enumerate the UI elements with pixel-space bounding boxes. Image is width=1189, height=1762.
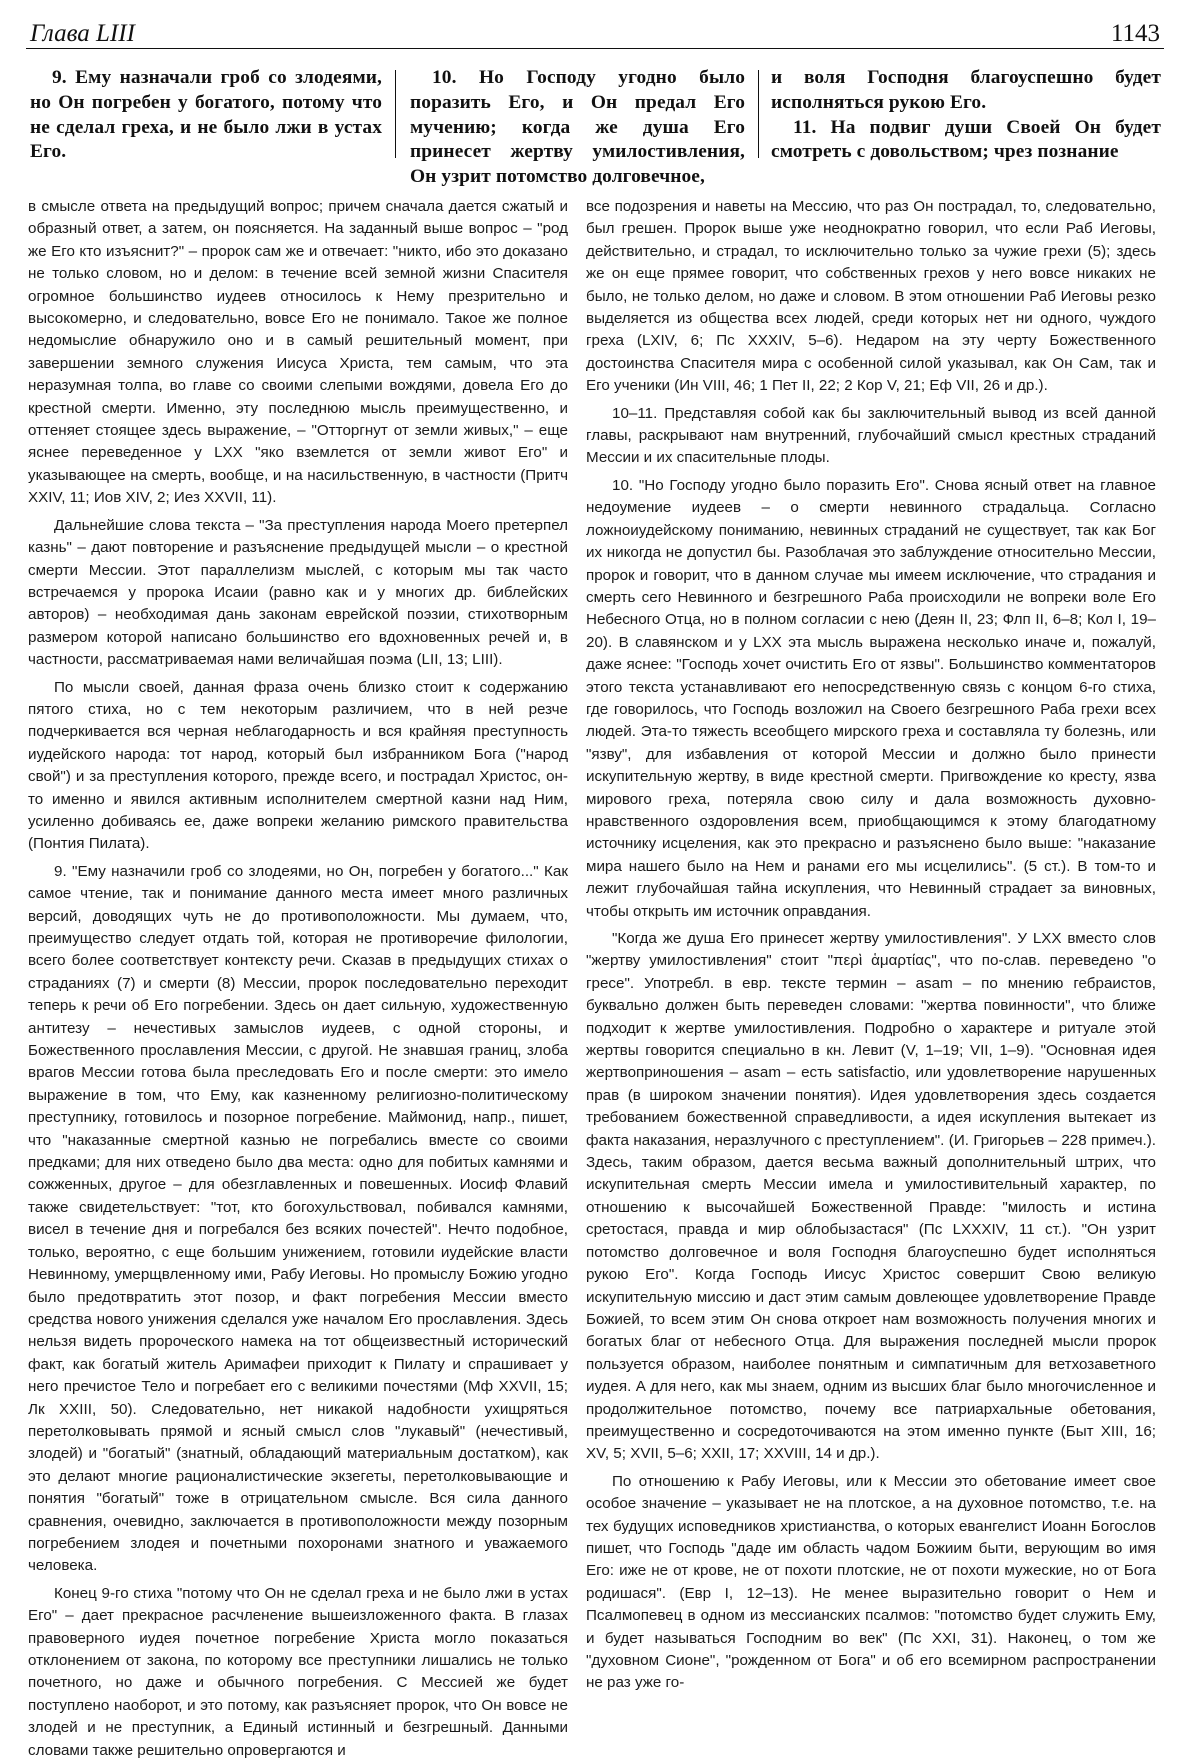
verse-11: 11. На подвиг души Своей Он будет смотреть с довольством; чрез познание (771, 116, 1161, 163)
verse-9: 9. Ему назначали гроб со злодеями, но Он погребен у богатого, потому что не сделал греха, и не было лжи в устах Его. (30, 67, 382, 163)
commentary-paragraph: По отношению к Рабу Иеговы, или к Мессии это обетование имеет свое особое значение – указывает не на плотское, а на духовное потомство, т.е. на тех будущих исповедников христианства, о которых евангелист Иоанн Богослов пишет, что Господь "даде им область чадом Божиим быти, верующим во имя Его: иже не от крове, не от похоти плотские, не от похоти мужеские, но от Бога родишася". (Евр I, 12–13). Не менее выразительно говорит о Нем и Псалмопевец в одном из мессианских псалмов: "потомство будет служить Ему, и будет называться Господним во век" (Пс XXI, 31). Наконец, о том же "духовном Сионе", "рожденном от Бога" и об его всемирном распространении не раз уже го- (586, 1472, 1156, 1692)
column-divider (758, 70, 759, 158)
column-divider (395, 70, 396, 158)
verse-column-3 (771, 66, 1161, 172)
commentary-paragraph: Дальнейшие слова текста – "За преступления народа Моего претерпел казнь" – дают повторение и разъяснение предыдущей мысли – о крестной смерти Мессии. Этот параллелизм мыслей, с которым мы так часто встречаемся у пророка Исаии (равно как и у многих др. библейских авторов) – необходимая дань законам еврейской поэзии, стихотворным размером которой написано большинство его вдохновенных речей и, в частности, рассматриваемая нами величайшая поэма (LII, 13; LIII). (28, 516, 568, 669)
commentary-paragraph: 10. "Но Господу угодно было поразить Его". Снова ясный ответ на главное недоумение иудеев – о смерти невинного страдальца. Согласно ложноиудейскому пониманию, невинных страданий не существует, так как Бог их никогда не допустил бы. Разоблачая это заблуждение относительно Мессии, пророк и говорит, что в данном случае мы имеем исключение, что страдания и смерть сего Невинного и безгрешного Раба происходили не вопреки воле Его Небесного Отца, но в полном согласии с нею (Деян II, 23; Флп II, 6–8; Кол I, 19–20). В славянском и у LXX эта мысль выражена несколько иначе и, пожалуй, даже яснее: "Господь хочет очистить Его от язвы". Большинство комментаторов этого текста устанавливают его непосредственную связь с концом 6-го стиха, где говорилось, что Господь возложил на Своего безгрешного Раба грехи всех людей. Эта-то тяжесть всеобщего мирского греха и составляла ту болезнь, или "язву", для избавления от которой Мессии и должно было принести искупительную жертву, в виде крестной смерти. Пригвождение ко кресту, язва мирового греха, потеряла свою силу и дала возможность духовно-нравственного оздоровления всем, приобщающимся к этому благодатному источнику исцеления, как это прекрасно и разъяснено было выше: "наказание мира нашего было на Нем и ранами его мы исцелились". (5 ст.). В том-то и лежит глубочайшая тайна искупления, что Невинный страдает за виновных, чтобы открыть им источник оправдания. (586, 476, 1156, 920)
commentary-paragraph: "Когда же душа Его принесет жертву умилостивления". У LXX вместо слов "жертву умилостивления" стоит "περὶ ἁμαρτίας", что по-слав. переведено "о гресе". Употребл. в евр. тексте термин – asam – по мнению гебраистов, буквально должен быть переведен словами: "жертва повинности", что ближе подходит к жертве умилостивления. Подробно о характере и ритуале этой жертвы говорится специально в кн. Левит (V, 1–19; VII, 1–9). "Основная идея жертвоприношения – asam – есть satisfactio, или удовлетворение нарушенных прав (в широком значении понятия). Идея удовлетворения здесь создается требованием божественной справедливости, а идея искупления вытекает из факта наказания, неразлучного с преступлением". (И. Григорьев – 228 примеч.). Здесь, таким образом, дается весьма важный дополнительный штрих, что искупительная смерть Мессии имела и умилостивительный характер, по отношению к высочайшей Божественной Правде: "милость и истина сретостася, правда и мир облобызастася" (Пс LXXXIV, 11 ст.). "Он узрит потомство долговечное и воля Господня благоуспешно будет исполняться рукою Его". Когда Господь Иисус Христос совершит Свою великую искупительную миссию и даст этим самым довлеющее удовлетворение Правде Божией, то всем этим Он снова откроет нам возможность получения многих и богатых благ от небесного Отца. Для выражения последней мысли пророк пользуется образом, наиболее понятным и симпатичным для ветхозаветного иудея. А для него, как мы знаем, одним из высших благ было многочисленное и продолжительное потомство, почему все патриархальные обетования, преимущественно и сосредоточиваются на этом именно пункте (Быт XIII, 16; XV, 5; XVII, 5–6; XXII, 17; XXVIII, 14 и др.). (586, 930, 1156, 1463)
commentary-paragraph: 9. "Ему назначили гроб со злодеями, но Он, погребен у богатого..." Как самое чтение, так и понимание данного места имеет много различных версий, доводящих чуть не до противоположности. Мы думаем, что, преимущество следует отдать той, которая не противоречие филологии, всего более соответствует контексту речи. Сказав в предыдущих стихах о страданиях (7) и смерти (8) Мессии, пророк последовательно переходит теперь к речи об Его погребении. Здесь он дает сильную, художественную антитезу – нечестивых замыслов иудеев, с одной стороны, и Божественного прославления Мессии, с другой. Не знавшая границ, злоба врагов Мессии готова была преследовать Его и после смерти: это имело выражение в том, что Ему, как казненному религиозно-политическому преступнику, готовилось и позорное погребение. Маймонид, напр., пишет, что "наказанные смертной казнью не погребались вместе со своими предками; для них отведено было два места: одно для побитых камнями и сожженных, другое – для обезглавленных и повешенных. Иосиф Флавий также свидетельствует: "тот, кто богохульствовал, побивался камнями, висел в течение дня и погребался без всяких почестей". Нечто подобное, только, вероятно, с еще большим унижением, готовили иудейские власти Невинному, умерщвленному ими, Рабу Иеговы. Но промыслу Божию угодно было предотвратить этот позор, и факт погребения Мессии вместо средства нового унижения сделался уже началом Его прославления. Здесь нельзя видеть пророческого намека на тот общеизвестный исторический факт, как богатый житель Аримафеи приходит к Пилату и спрашивает у него пречистое Тело и погребает его с великими почестями (Мф XXVII, 15; Лк XXIII, 50). Следовательно, нет никакой надобности ухищряться перетолковывать прямой и ясный смысл слов "лукавый" (нечестивый, злодей) и "богатый" (знатный, обладающий материальным достатком), как это делают многие рационалистические экзегеты, перетолковывающие и понятия "богатый" тоже в отрицательном смысле. Вся сила данного сравнения, очевидно, заключается в противоположности между позорным погребением злодея и почетными похоронами знатного и уважаемого человека. (28, 862, 568, 1575)
verse-10-continued: и воля Господня благоуспешно будет исполняться рукою Его. (771, 67, 1161, 113)
verse-column-2 (410, 66, 745, 188)
commentary-left-column (28, 196, 568, 1759)
commentary-paragraph: все подозрения и наветы на Мессию, что раз Он пострадал, то, следовательно, был грешен. Пророк выше уже неоднократно говорил, что если Раб Иеговы, действительно, и страдал, то исключительно только за чужие грехи (5); здесь же он еще прямее говорит, что собственных грехов у него вовсе никаких не было, не только делом, но даже и словом. В этом отношении Раб Иеговы резко выделяется из общества всех людей, среди которых нет ни одного, чуждого греха (LXIV, 6; Пс XXXIV, 5–6). Недаром на эту черту Божественного достоинства Спасителя мира с особенной силой указывал, как Он Сам, так и Его ученики (Ин VIII, 46; 1 Пет II, 22; 2 Кор V, 21; Еф VII, 26 и др.). (586, 198, 1156, 395)
commentary-paragraph: Конец 9-го стиха "потому что Он не сделал греха и не было лжи в устах Его" – дает прекрасное расчленение вышеизложенного факта. В глазах правоверного иудея почетное погребение Христа могло показаться отклонением от закона, по которому все преступники лишались не только почетного, но даже и обычного погребения. С Мессией же будет поступлено наоборот, и это потому, как разъясняет пророк, что Он вовсе не злодей и не преступник, а Единый истинный и безгрешный. Данными словами также решительно опровергаются и (28, 1584, 568, 1759)
verse-10: 10. Но Господу угодно было поразить Его, и Он предал Его мучению; когда же душа Его принесет жертву умилостивления, Он узрит потомство долговечное, (410, 67, 745, 188)
commentary-paragraph: в смысле ответа на предыдущий вопрос; причем сначала дается сжатый и образный ответ, а затем, он поясняется. На заданный выше вопрос – "род же Его кто изъяснит?" – пророк сам же и отвечает: "никто, ибо это доказано не только словом, но и делом: в течение всей земной жизни Спасителя огромное большинство иудеев относилось к Нему презрительно и высокомерно, и следовательно, вовсе Его не понимало. Такое же полное недомыслие обнаружило оно и в самый решительный момент, при завершении земного служения Иисуса Христа, тем самым, что эта неразумная толпа, во главе со своими слепыми вождями, довела Его до крестной смерти. Именно, эту последнюю мысль преимущественно, и оттеняет стоящее здесь выражение, – "Отторгнут от земли живых," – еще яснее переведенное у LXX "яко вземлется от земли живот Его" и указывающее на смерть, вообще, и на насильственную, в частности (Притч XXIV, 11; Иов XIV, 2; Иез XXVII, 11). (28, 198, 568, 507)
verse-column-1 (30, 66, 382, 172)
chapter-title: Глава LIII (30, 20, 135, 47)
page-number: 1143 (1110, 20, 1160, 47)
commentary-paragraph: По мысли своей, данная фраза очень близко стоит к содержанию пятого стиха, но с тем некоторым различием, что в ней резче подчеркивается вся черная неблагодарность и вся крайняя преступность иудейского народа: тот народ, который был избранником Бога ("народ свой") и за преступления которого, прежде всего, и пострадал Христос, он-то именно и явился активным исполнителем смертной казни над Ним, усиленно добиваясь ее, даже вопреки желанию римского правительства (Понтия Пилата). (28, 678, 568, 853)
page-header (26, 14, 1164, 49)
commentary-paragraph: 10–11. Представляя собой как бы заключительный вывод из всей данной главы, раскрывают нам внутренний, глубочайший смысл крестных страданий Мессии и их спасительные плоды. (586, 404, 1156, 467)
commentary-right-column (586, 196, 1156, 1692)
